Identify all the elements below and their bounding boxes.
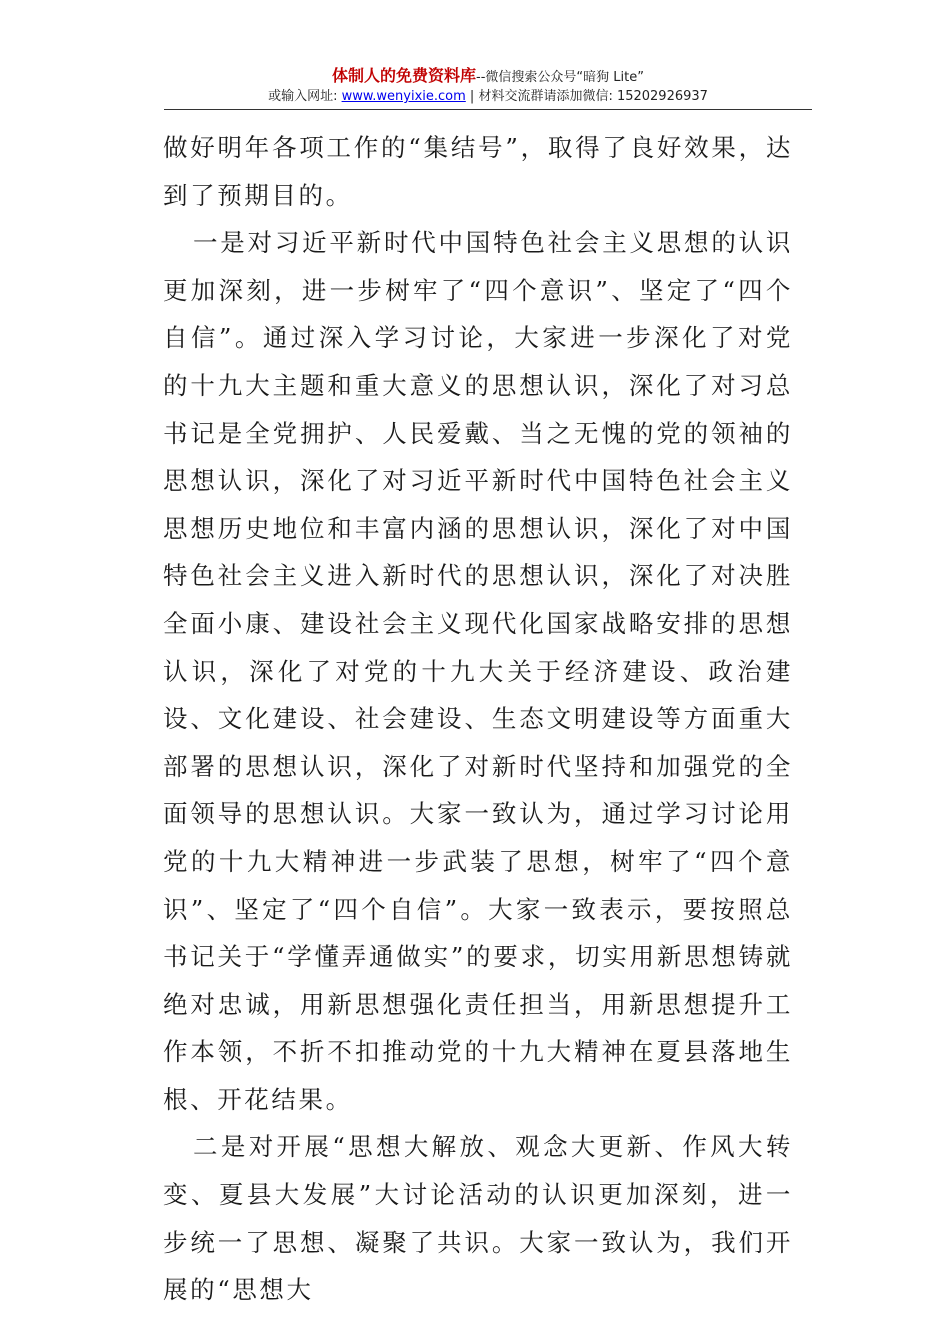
header-url-link[interactable]: www.wenyixie.com: [341, 89, 466, 104]
header-url-prefix: 或输入网址:: [268, 89, 342, 104]
header-contact-line: [164, 88, 812, 106]
page-header: [164, 66, 812, 106]
header-contact-suffix: | 材料交流群请添加微信: 15202926937: [465, 89, 708, 104]
header-divider: [164, 109, 812, 110]
paragraph-point-one: 一是对习近平新时代中国特色社会主义思想的认识更加深刻，进一步树牢了“四个意识”、坚定了“四个自信”。通过深入学习讨论，大家进一步深化了对党的十九大主题和重大意义的思想认识，深化了对习总书记是全党拥护、人民爱戴、当之无愧的党的领袖的思想认识，深化了对习近平新时代中国特色社会主义思想历史地位和丰富内涵的思想认识，深化了对中国特色社会主义进入新时代的思想认识，深化了对决胜全面小康、建设社会主义现代化国家战略安排的思想认识，深化了对党的十九大关于经济建设、政治建设、文化建设、社会建设、生态文明建设等方面重大部署的思想认识，深化了对新时代坚持和加强党的全面领导的思想认识。大家一致认为，通过学习讨论用党的十九大精神进一步武装了思想，树牢了“四个意识”、坚定了“四个自信”。大家一致表示，要按照总书记关于“学懂弄通做实”的要求，切实用新思想铸就绝对忠诚，用新思想强化责任担当，用新思想提升工作本领，不折不扣推动党的十九大精神在夏县落地生根、开花结果。: [163, 228, 793, 1114]
header-subtitle: --微信搜索公众号“暗狗 Lite”: [476, 70, 644, 85]
paragraph-continuation: 做好明年各项工作的“集结号”，取得了良好效果，达到了预期目的。: [163, 133, 793, 210]
header-title: 体制人的免费资料库: [332, 66, 477, 85]
header-title-line: [164, 66, 812, 88]
document-body: [163, 124, 793, 1314]
paragraph-point-two: 二是对开展“思想大解放、观念大更新、作风大转变、夏县大发展”大讨论活动的认识更加深刻，进一步统一了思想、凝聚了共识。大家一致认为，我们开展的“思想大: [163, 1132, 793, 1305]
